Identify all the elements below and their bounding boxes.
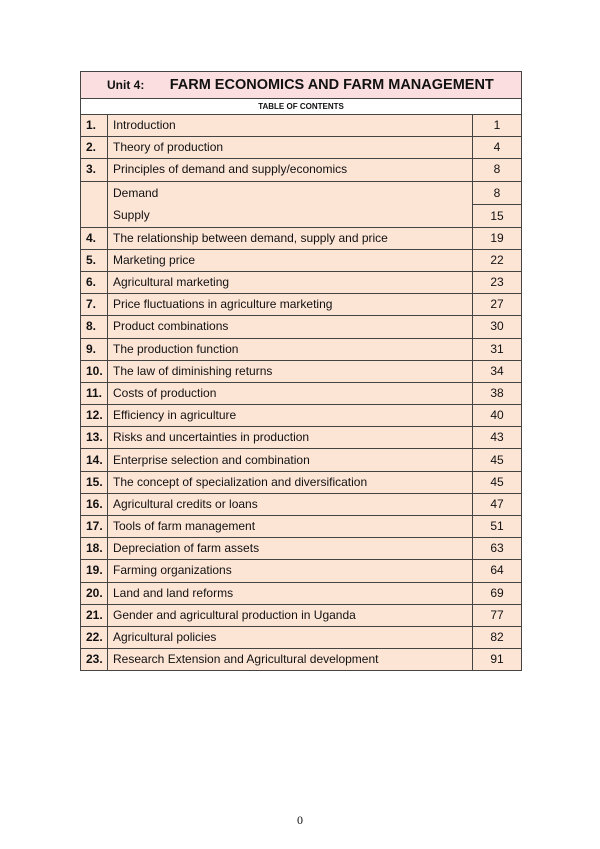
toc-row[interactable] — [81, 449, 522, 471]
toc-title[interactable]: Principles of demand and supply/economics — [108, 159, 473, 181]
toc-number: 22. — [81, 626, 108, 648]
toc-title[interactable]: The concept of specialization and diversification — [108, 471, 473, 493]
toc-title[interactable]: Farming organizations — [108, 560, 473, 582]
unit-heading — [81, 72, 522, 99]
toc-row[interactable] — [81, 538, 522, 560]
toc-subtitle-demand[interactable]: Demand — [113, 185, 159, 200]
toc-page: 91 — [473, 649, 522, 671]
toc-title[interactable]: The relationship between demand, supply and price — [108, 227, 473, 249]
toc-page: 30 — [473, 316, 522, 338]
toc-row[interactable] — [81, 338, 522, 360]
toc-page: 45 — [473, 449, 522, 471]
toc-number: 23. — [81, 649, 108, 671]
toc-subrow[interactable] — [81, 181, 522, 227]
toc-row[interactable] — [81, 227, 522, 249]
toc-number: 4. — [81, 227, 108, 249]
toc-page: 47 — [473, 493, 522, 515]
toc-row[interactable] — [81, 582, 522, 604]
toc-row[interactable] — [81, 137, 522, 159]
toc-title[interactable]: Costs of production — [108, 382, 473, 404]
unit-label: Unit 4: — [107, 77, 145, 92]
toc-title[interactable]: Theory of production — [108, 137, 473, 159]
toc-number: 21. — [81, 604, 108, 626]
toc-number: 12. — [81, 405, 108, 427]
toc-subtitles — [108, 181, 473, 227]
toc-title[interactable]: Price fluctuations in agriculture marketing — [108, 294, 473, 316]
toc-subtitle-supply[interactable]: Supply — [113, 207, 150, 222]
toc-page: 40 — [473, 405, 522, 427]
toc-header: TABLE OF CONTENTS — [81, 99, 522, 115]
toc-title[interactable]: Risks and uncertainties in production — [108, 427, 473, 449]
toc-page: 27 — [473, 294, 522, 316]
toc-page: 38 — [473, 382, 522, 404]
toc-row[interactable] — [81, 427, 522, 449]
toc-title[interactable]: Marketing price — [108, 249, 473, 271]
toc-page: 34 — [473, 360, 522, 382]
toc-row[interactable] — [81, 271, 522, 293]
unit-title: FARM ECONOMICS AND FARM MANAGEMENT — [169, 76, 494, 93]
toc-number: 10. — [81, 360, 108, 382]
toc-title[interactable]: Agricultural policies — [108, 626, 473, 648]
toc-page: 63 — [473, 538, 522, 560]
toc-row[interactable] — [81, 360, 522, 382]
toc-number: 5. — [81, 249, 108, 271]
toc-row[interactable] — [81, 626, 522, 648]
toc-title[interactable]: Tools of farm management — [108, 516, 473, 538]
toc-page: 77 — [473, 604, 522, 626]
toc-row[interactable] — [81, 382, 522, 404]
toc-title[interactable]: Depreciation of farm assets — [108, 538, 473, 560]
toc-number: 17. — [81, 516, 108, 538]
toc-page: 31 — [473, 338, 522, 360]
toc-page: 64 — [473, 560, 522, 582]
toc-number: 3. — [81, 159, 108, 181]
toc-page: 8 — [473, 182, 521, 205]
toc-row[interactable] — [81, 649, 522, 671]
toc-title[interactable]: Agricultural marketing — [108, 271, 473, 293]
table-of-contents — [80, 71, 522, 671]
toc-row[interactable] — [81, 471, 522, 493]
toc-number: 15. — [81, 471, 108, 493]
toc-title[interactable]: Land and land reforms — [108, 582, 473, 604]
toc-header-row — [81, 99, 522, 115]
toc-row[interactable] — [81, 560, 522, 582]
toc-row[interactable] — [81, 115, 522, 137]
toc-number: 20. — [81, 582, 108, 604]
toc-title[interactable]: The production function — [108, 338, 473, 360]
toc-number: 16. — [81, 493, 108, 515]
toc-title[interactable]: Research Extension and Agricultural development — [108, 649, 473, 671]
toc-row[interactable] — [81, 249, 522, 271]
toc-number: 13. — [81, 427, 108, 449]
toc-row[interactable] — [81, 294, 522, 316]
toc-number: 6. — [81, 271, 108, 293]
toc-page: 51 — [473, 516, 522, 538]
toc-page: 22 — [473, 249, 522, 271]
toc-row[interactable] — [81, 604, 522, 626]
toc-row[interactable] — [81, 405, 522, 427]
toc-number: 8. — [81, 316, 108, 338]
toc-page: 43 — [473, 427, 522, 449]
toc-page: 19 — [473, 227, 522, 249]
toc-number: 14. — [81, 449, 108, 471]
toc-number: 7. — [81, 294, 108, 316]
toc-page: 45 — [473, 471, 522, 493]
toc-subpages — [473, 181, 522, 227]
toc-page: 8 — [473, 159, 522, 181]
toc-page: 82 — [473, 626, 522, 648]
toc-title[interactable]: Efficiency in agriculture — [108, 405, 473, 427]
toc-title[interactable]: Agricultural credits or loans — [108, 493, 473, 515]
toc-title[interactable]: Enterprise selection and combination — [108, 449, 473, 471]
toc-number-empty — [81, 181, 108, 227]
toc-title[interactable]: Gender and agricultural production in Uganda — [108, 604, 473, 626]
toc-title[interactable]: The law of diminishing returns — [108, 360, 473, 382]
toc-title[interactable]: Product combinations — [108, 316, 473, 338]
toc-title[interactable]: Introduction — [108, 115, 473, 137]
toc-number: 1. — [81, 115, 108, 137]
page-number: 0 — [297, 813, 303, 827]
toc-page: 4 — [473, 137, 522, 159]
toc-number: 11. — [81, 382, 108, 404]
toc-row[interactable] — [81, 493, 522, 515]
toc-row[interactable] — [81, 316, 522, 338]
toc-page: 69 — [473, 582, 522, 604]
toc-page: 1 — [473, 115, 522, 137]
toc-page: 23 — [473, 271, 522, 293]
toc-row[interactable] — [81, 159, 522, 181]
unit-title-row — [81, 72, 522, 99]
toc-number: 19. — [81, 560, 108, 582]
toc-row[interactable] — [81, 516, 522, 538]
toc-page: 15 — [490, 208, 504, 223]
toc-number: 2. — [81, 137, 108, 159]
toc-number: 9. — [81, 338, 108, 360]
toc-number: 18. — [81, 538, 108, 560]
